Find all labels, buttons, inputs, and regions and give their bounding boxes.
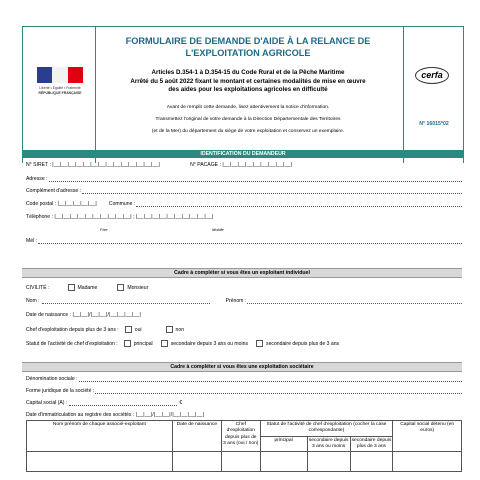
chef3-non-checkbox[interactable]: [166, 326, 173, 333]
form-notice: [103, 104, 393, 140]
table-cell[interactable]: [172, 452, 221, 472]
subtitle-line-2: Arrêté du 5 août 2022 fixant le montant et certaines modalités de mise en œuvre: [130, 77, 366, 85]
naissance-row: [26, 312, 141, 318]
col-naissance-header: Date de naissance: [172, 421, 221, 452]
chef3-label: Chef d'exploitation depuis plus de 3 ans :: [26, 327, 119, 333]
immat-row: [26, 412, 204, 418]
monsieur-label: Monsieur: [127, 285, 149, 291]
header-divider-left: [95, 27, 96, 163]
cerfa-logo: cerfa: [415, 67, 449, 84]
telephone-row: [26, 214, 462, 220]
nom-field[interactable]: [42, 298, 210, 304]
notice-line-3: (et de la Mer) du département du siège de votre exploitation et conservez un exemplaire.: [151, 128, 345, 134]
statut-secondaire-moins-label: secondaire depuis 3 ans ou moins: [170, 341, 249, 347]
col-sec-plus-header: secondaire depuis plus de 3 ans: [350, 436, 393, 452]
societe-heading: Cadre à compléter si vous êtes une exploitation sociétaire: [22, 362, 462, 372]
chef3-non-label: non: [175, 327, 185, 333]
complement-label: Complément d'adresse :: [26, 188, 82, 194]
prenom-label: Prénom :: [225, 298, 247, 304]
form-title: [103, 35, 393, 59]
col-statut-header: Statut de l'activité de chef d'exploitation (cocher la case correspondante): [260, 421, 393, 437]
col-capital-header: Capital social détenu (en euros): [393, 421, 462, 452]
naissance-field[interactable]: |__|__|/|__|__|/|__|__|__|__|: [72, 312, 141, 318]
denomination-row: [26, 376, 462, 382]
associes-table: [26, 420, 462, 472]
civilite-label: CIVILITÉ :: [26, 285, 50, 291]
mobile-caption: Mobile: [212, 227, 224, 232]
denomination-label: Dénomination sociale :: [26, 376, 78, 382]
madame-label: Madame: [77, 285, 98, 291]
table-header-row: [27, 421, 462, 437]
table-cell[interactable]: [260, 452, 307, 472]
col-chef-header: Chef d'exploitation depuis plus de 3 ans (oui / non): [221, 421, 260, 452]
notice-line-1: Avant de remplir cette demande, lisez attentivement la notice d'information.: [166, 105, 330, 110]
siret-label: N° SIRET :: [26, 162, 51, 168]
commune-field[interactable]: [136, 201, 462, 207]
individual-heading: Cadre à compléter si vous êtes un exploitant individuel: [22, 268, 462, 278]
notice-line-2: Transmettez l'original de votre demande à la Direction Départementale des Territoires: [155, 116, 341, 122]
title-line-2: L'EXPLOITATION AGRICOLE: [185, 48, 311, 58]
capital-label: Capital social (A) :: [26, 400, 68, 406]
code-postal-label: Code postal :: [26, 201, 57, 207]
telephone-label: Téléphone :: [26, 214, 53, 220]
mel-label: Mél :: [26, 238, 38, 244]
naissance-label: Date de naissance :: [26, 312, 72, 318]
table-cell[interactable]: [307, 452, 350, 472]
adresse-row: [26, 176, 462, 182]
complement-row: [26, 188, 462, 194]
telephone-mobile-field[interactable]: |__|__|__|__|__|__|__|__|__|__|: [136, 214, 214, 220]
mel-field[interactable]: [38, 238, 462, 244]
forme-label: Forme juridique de la société :: [26, 388, 95, 394]
statut-label: Statut de l'activité de chef d'exploitation :: [26, 341, 118, 347]
capital-row: [26, 400, 182, 406]
chef3-oui-label: oui: [134, 327, 142, 333]
identification-heading: IDENTIFICATION DU DEMANDEUR: [22, 150, 464, 158]
telephone-fixe-field[interactable]: |__|__|__|__|__|__|__|__|__|__|: [54, 214, 132, 220]
monsieur-checkbox[interactable]: [117, 284, 124, 291]
table-cell[interactable]: [221, 452, 260, 472]
code-postal-row: [26, 201, 462, 207]
siret-field[interactable]: |__|__|__|__|__|__|__|__|__|__|__|__|__|__|: [52, 162, 161, 168]
col-principal-header: principal: [260, 436, 307, 452]
civilite-row: [26, 284, 148, 291]
subtitle-line-3: des aides pour les exploitations agricoles en difficulté: [168, 86, 328, 94]
forme-field[interactable]: [95, 388, 462, 394]
nom-label: Nom :: [26, 298, 40, 304]
fixe-caption: Fixe: [100, 227, 108, 232]
table-cell[interactable]: [27, 452, 173, 472]
telephone-separator: ;: [133, 214, 135, 220]
chef3-row: [26, 326, 184, 333]
adresse-label: Adresse :: [26, 176, 48, 182]
nom-prenom-row: [26, 298, 462, 304]
complement-field[interactable]: [82, 188, 462, 194]
statut-principal-label: principal: [133, 341, 153, 347]
statut-principal-checkbox[interactable]: [124, 340, 131, 347]
statut-secondaire-moins-checkbox[interactable]: [161, 340, 168, 347]
code-postal-field[interactable]: |__|__|__|__|__|: [57, 201, 97, 207]
table-row: [27, 452, 462, 472]
table-cell[interactable]: [393, 452, 462, 472]
form-page: [22, 26, 464, 480]
madame-checkbox[interactable]: [68, 284, 75, 291]
chef3-oui-checkbox[interactable]: [125, 326, 132, 333]
prenom-field[interactable]: [247, 298, 462, 304]
col-sec-moins-header: secondaire depuis 3 ans ou moins: [307, 436, 350, 452]
forme-row: [26, 388, 462, 394]
form-header: [22, 26, 464, 163]
table-cell[interactable]: [350, 452, 393, 472]
capital-unit: €: [179, 400, 183, 406]
logo-motto: Liberté • Égalité • Fraternité: [39, 86, 81, 90]
pacage-label: N° PACAGE :: [190, 162, 221, 168]
denomination-field[interactable]: [79, 376, 462, 382]
header-divider-right: [403, 27, 404, 163]
logo-republique: RÉPUBLIQUE FRANÇAISE: [38, 91, 82, 95]
marianne-flag-icon: [37, 67, 83, 83]
statut-secondaire-plus-checkbox[interactable]: [256, 340, 263, 347]
pacage-field[interactable]: |__|__|__|__|__|__|__|__|__|: [222, 162, 293, 168]
statut-row: [26, 340, 339, 347]
cerfa-number: N° 16015*02: [419, 121, 449, 127]
col-nom-header: Nom prénom de chaque associé-exploitant: [27, 421, 173, 452]
subtitle-line-1: Articles D.354-1 à D.354-15 du Code Rural et de la Pêche Maritime: [151, 69, 345, 76]
statut-secondaire-plus-label: secondaire depuis plus de 3 ans: [266, 341, 340, 347]
capital-field[interactable]: [69, 400, 177, 406]
commune-label: Commune :: [108, 201, 136, 207]
immat-label: Date d'immatriculation au registre des sociétés :: [26, 412, 135, 418]
mel-row: [26, 238, 462, 244]
republique-francaise-logo: [29, 65, 91, 105]
siret-row: [26, 162, 462, 168]
immat-field[interactable]: |__|__|/|__|__|/|__|__|__|__|: [135, 412, 205, 418]
form-subtitle: [103, 69, 393, 95]
adresse-field[interactable]: [49, 176, 462, 182]
title-line-1: FORMULAIRE DE DEMANDE D'AIDE À LA RELANCE DE: [125, 36, 371, 46]
